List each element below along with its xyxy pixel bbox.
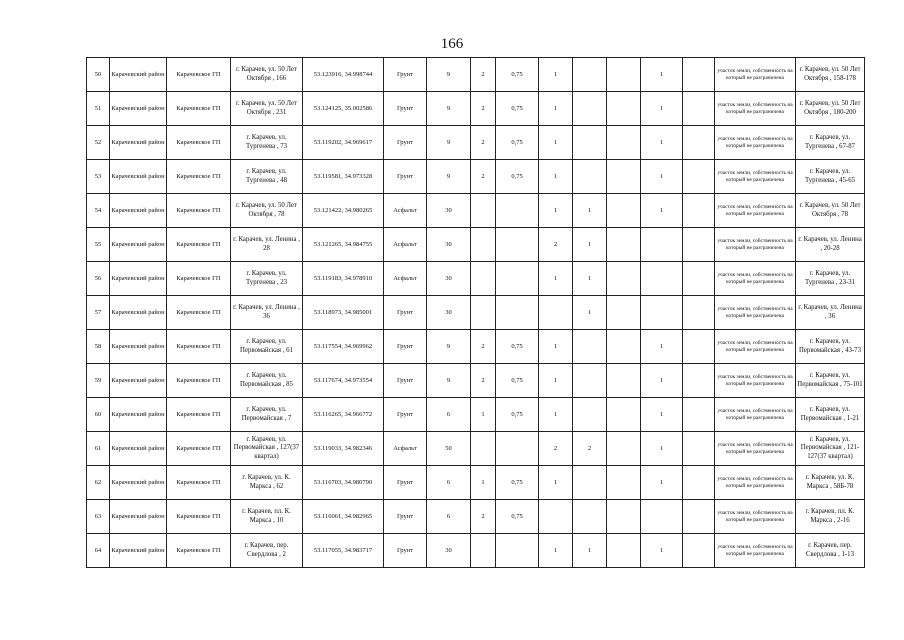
column-value-cell: 1 [539, 92, 573, 126]
table-row [87, 262, 865, 296]
served-addresses-cell: г. Карачев, пер. Свердлова , 1-13 [796, 534, 865, 568]
column-value-cell [641, 296, 683, 330]
containers-count-cell: 2 [471, 92, 496, 126]
column-value-cell: 2 [573, 432, 607, 466]
table-row [87, 398, 865, 432]
container-volume-cell [496, 262, 539, 296]
table-row [87, 160, 865, 194]
row-number-cell: 59 [87, 364, 110, 398]
surface-cell: Грунт [384, 466, 427, 500]
settlement-cell: Карачевское ГП [167, 92, 231, 126]
table-row [87, 296, 865, 330]
settlement-cell: Карачевское ГП [167, 126, 231, 160]
column-value-cell: 1 [641, 398, 683, 432]
containers-count-cell: 2 [471, 58, 496, 92]
surface-cell: Грунт [384, 92, 427, 126]
container-volume-cell: 0,75 [496, 92, 539, 126]
column-value-cell: 1 [641, 364, 683, 398]
container-volume-cell [496, 534, 539, 568]
coordinates-cell: 53.123916, 34.998744 [303, 58, 384, 92]
surface-cell: Грунт [384, 500, 427, 534]
area-cell: 9 [427, 58, 471, 92]
column-value-cell [607, 330, 641, 364]
address-cell: г. Карачев, ул. 50 Лет Октября , 166 [231, 58, 303, 92]
row-number-cell: 60 [87, 398, 110, 432]
address-cell: г. Карачев, ул. Первомайская , 85 [231, 364, 303, 398]
served-addresses-cell: г. Карачев, ул. Первомайская , 121-127(37 квартал) [796, 432, 865, 466]
column-value-cell: 1 [539, 262, 573, 296]
area-cell: 9 [427, 330, 471, 364]
column-value-cell [683, 330, 715, 364]
column-value-cell: 1 [539, 126, 573, 160]
column-value-cell [607, 534, 641, 568]
column-value-cell [607, 126, 641, 160]
district-cell: Карачевский район [110, 466, 167, 500]
containers-count-cell: 2 [471, 364, 496, 398]
column-value-cell: 1 [641, 194, 683, 228]
area-cell: 30 [427, 534, 471, 568]
column-value-cell: 1 [641, 58, 683, 92]
owner-cell: участок земли, собственность на который не разграничена [715, 534, 796, 568]
served-addresses-cell: г. Карачев, ул. Тургенева , 67-87 [796, 126, 865, 160]
containers-count-cell: 1 [471, 466, 496, 500]
column-value-cell [607, 58, 641, 92]
owner-cell: участок земли, собственность на который не разграничена [715, 432, 796, 466]
owner-cell: участок земли, собственность на который не разграничена [715, 160, 796, 194]
container-volume-cell [496, 228, 539, 262]
area-cell: 6 [427, 466, 471, 500]
row-number-cell: 51 [87, 92, 110, 126]
column-value-cell: 1 [573, 262, 607, 296]
column-value-cell: 1 [539, 58, 573, 92]
column-value-cell: 1 [573, 534, 607, 568]
table-row [87, 466, 865, 500]
served-addresses-cell: г. Карачев, ул. Ленина , 20-28 [796, 228, 865, 262]
district-cell: Карачевский район [110, 500, 167, 534]
column-value-cell [683, 92, 715, 126]
served-addresses-cell: г. Карачев, ул. Ленина , 36 [796, 296, 865, 330]
coordinates-cell: 53.116061, 34.982965 [303, 500, 384, 534]
column-value-cell [683, 126, 715, 160]
container-volume-cell: 0,75 [496, 160, 539, 194]
address-cell: г. Карачев, ул. Первомайская , 7 [231, 398, 303, 432]
district-cell: Карачевский район [110, 330, 167, 364]
table-row [87, 194, 865, 228]
address-cell: г. Карачев, ул. Первомайская , 127(37 квартал) [231, 432, 303, 466]
column-value-cell [641, 262, 683, 296]
container-volume-cell: 0,75 [496, 126, 539, 160]
column-value-cell [683, 432, 715, 466]
column-value-cell [641, 228, 683, 262]
coordinates-cell: 53.121422, 34.980265 [303, 194, 384, 228]
settlement-cell: Карачевское ГП [167, 228, 231, 262]
served-addresses-cell: г. Карачев, ул. Тургенева , 45-65 [796, 160, 865, 194]
column-value-cell [539, 296, 573, 330]
owner-cell: участок земли, собственность на который не разграничена [715, 500, 796, 534]
address-cell: г. Карачев, ул. Первомайская , 61 [231, 330, 303, 364]
served-addresses-cell: г. Карачев, ул. Тургенева , 23-31 [796, 262, 865, 296]
column-value-cell [683, 500, 715, 534]
area-cell: 9 [427, 364, 471, 398]
containers-count-cell [471, 194, 496, 228]
container-volume-cell [496, 296, 539, 330]
column-value-cell [607, 228, 641, 262]
containers-count-cell [471, 296, 496, 330]
container-volume-cell: 0,75 [496, 500, 539, 534]
coordinates-cell: 53.121265, 34.984755 [303, 228, 384, 262]
row-number-cell: 53 [87, 160, 110, 194]
row-number-cell: 55 [87, 228, 110, 262]
owner-cell: участок земли, собственность на который не разграничена [715, 364, 796, 398]
coordinates-cell: 53.119202, 34.969617 [303, 126, 384, 160]
row-number-cell: 64 [87, 534, 110, 568]
column-value-cell [683, 194, 715, 228]
settlement-cell: Карачевское ГП [167, 534, 231, 568]
container-volume-cell: 0,75 [496, 364, 539, 398]
column-value-cell: 2 [539, 228, 573, 262]
served-addresses-cell: г. Карачев, ул. К. Маркса , 58Б-78 [796, 466, 865, 500]
settlement-cell: Карачевское ГП [167, 500, 231, 534]
container-volume-cell: 0,75 [496, 58, 539, 92]
table-row [87, 92, 865, 126]
column-value-cell [683, 262, 715, 296]
column-value-cell [607, 500, 641, 534]
column-value-cell [573, 58, 607, 92]
settlement-cell: Карачевское ГП [167, 296, 231, 330]
column-value-cell: 1 [573, 296, 607, 330]
surface-cell: Грунт [384, 364, 427, 398]
row-number-cell: 52 [87, 126, 110, 160]
containers-count-cell: 2 [471, 330, 496, 364]
area-cell: 6 [427, 500, 471, 534]
column-value-cell: 1 [641, 330, 683, 364]
table-row [87, 432, 865, 466]
coordinates-cell: 53.119183, 34.978910 [303, 262, 384, 296]
surface-cell: Грунт [384, 296, 427, 330]
column-value-cell: 1 [539, 364, 573, 398]
row-number-cell: 61 [87, 432, 110, 466]
registry-table [86, 57, 865, 568]
table-row [87, 534, 865, 568]
column-value-cell [683, 58, 715, 92]
address-cell: г. Карачев, ул. Ленина , 36 [231, 296, 303, 330]
served-addresses-cell: г. Карачев, ул. 50 Лет Октября , 158-178 [796, 58, 865, 92]
settlement-cell: Карачевское ГП [167, 364, 231, 398]
area-cell: 30 [427, 194, 471, 228]
table-row [87, 330, 865, 364]
owner-cell: участок земли, собственность на который не разграничена [715, 262, 796, 296]
containers-count-cell [471, 228, 496, 262]
coordinates-cell: 53.117055, 34.983717 [303, 534, 384, 568]
containers-count-cell: 2 [471, 126, 496, 160]
address-cell: г. Карачев, пер. Свердлова , 2 [231, 534, 303, 568]
district-cell: Карачевский район [110, 126, 167, 160]
address-cell: г. Карачев, ул. Ленина , 28 [231, 228, 303, 262]
settlement-cell: Карачевское ГП [167, 432, 231, 466]
surface-cell: Асфальт [384, 228, 427, 262]
address-cell: г. Карачев, пл. К. Маркса , 10 [231, 500, 303, 534]
column-value-cell: 1 [641, 126, 683, 160]
column-value-cell: 1 [641, 466, 683, 500]
containers-count-cell: 2 [471, 160, 496, 194]
served-addresses-cell: г. Карачев, ул. 50 Лет Октября , 180-200 [796, 92, 865, 126]
column-value-cell [573, 126, 607, 160]
column-value-cell [607, 92, 641, 126]
coordinates-cell: 53.117674, 34.973554 [303, 364, 384, 398]
column-value-cell: 1 [539, 160, 573, 194]
table-body [87, 58, 865, 568]
row-number-cell: 58 [87, 330, 110, 364]
surface-cell: Грунт [384, 58, 427, 92]
table-row [87, 58, 865, 92]
surface-cell: Грунт [384, 160, 427, 194]
owner-cell: участок земли, собственность на который не разграничена [715, 466, 796, 500]
district-cell: Карачевский район [110, 160, 167, 194]
district-cell: Карачевский район [110, 58, 167, 92]
column-value-cell [683, 364, 715, 398]
column-value-cell [607, 398, 641, 432]
column-value-cell: 1 [573, 228, 607, 262]
settlement-cell: Карачевское ГП [167, 160, 231, 194]
containers-count-cell [471, 262, 496, 296]
column-value-cell: 1 [539, 534, 573, 568]
owner-cell: участок земли, собственность на который не разграничена [715, 194, 796, 228]
containers-count-cell [471, 432, 496, 466]
address-cell: г. Карачев, ул. К. Маркса , 62 [231, 466, 303, 500]
district-cell: Карачевский район [110, 194, 167, 228]
surface-cell: Грунт [384, 398, 427, 432]
container-volume-cell [496, 432, 539, 466]
column-value-cell: 1 [539, 330, 573, 364]
coordinates-cell: 53.117554, 34.969962 [303, 330, 384, 364]
table-row [87, 364, 865, 398]
column-value-cell: 1 [539, 398, 573, 432]
column-value-cell [539, 500, 573, 534]
owner-cell: участок земли, собственность на который не разграничена [715, 228, 796, 262]
table-row [87, 500, 865, 534]
owner-cell: участок земли, собственность на который не разграничена [715, 330, 796, 364]
district-cell: Карачевский район [110, 296, 167, 330]
coordinates-cell: 53.124125, 35.002586 [303, 92, 384, 126]
column-value-cell [607, 432, 641, 466]
area-cell: 30 [427, 262, 471, 296]
district-cell: Карачевский район [110, 398, 167, 432]
served-addresses-cell: г. Карачев, ул. Первомайская , 1-21 [796, 398, 865, 432]
page-number: 166 [440, 36, 464, 52]
settlement-cell: Карачевское ГП [167, 58, 231, 92]
area-cell: 30 [427, 296, 471, 330]
settlement-cell: Карачевское ГП [167, 330, 231, 364]
coordinates-cell: 53.116265, 34.966772 [303, 398, 384, 432]
served-addresses-cell: г. Карачев, пл. К. Маркса , 2-16 [796, 500, 865, 534]
address-cell: г. Карачев, ул. 50 Лет Октября , 231 [231, 92, 303, 126]
table-row [87, 228, 865, 262]
column-value-cell [607, 194, 641, 228]
column-value-cell [573, 500, 607, 534]
column-value-cell: 1 [641, 432, 683, 466]
row-number-cell: 50 [87, 58, 110, 92]
column-value-cell [573, 330, 607, 364]
row-number-cell: 57 [87, 296, 110, 330]
column-value-cell [607, 466, 641, 500]
column-value-cell [683, 466, 715, 500]
containers-count-cell: 2 [471, 500, 496, 534]
area-cell: 6 [427, 398, 471, 432]
district-cell: Карачевский район [110, 228, 167, 262]
district-cell: Карачевский район [110, 364, 167, 398]
column-value-cell: 1 [641, 92, 683, 126]
district-cell: Карачевский район [110, 262, 167, 296]
containers-count-cell: 1 [471, 398, 496, 432]
column-value-cell [607, 364, 641, 398]
coordinates-cell: 53.119033, 34.982346 [303, 432, 384, 466]
column-value-cell [683, 228, 715, 262]
surface-cell: Грунт [384, 534, 427, 568]
column-value-cell [573, 398, 607, 432]
column-value-cell [683, 534, 715, 568]
district-cell: Карачевский район [110, 432, 167, 466]
column-value-cell: 1 [641, 534, 683, 568]
column-value-cell [607, 262, 641, 296]
address-cell: г. Карачев, ул. Тургенева , 23 [231, 262, 303, 296]
container-volume-cell: 0,75 [496, 466, 539, 500]
column-value-cell: 1 [539, 194, 573, 228]
owner-cell: участок земли, собственность на который не разграничена [715, 296, 796, 330]
address-cell: г. Карачев, ул. Тургенева , 48 [231, 160, 303, 194]
settlement-cell: Карачевское ГП [167, 262, 231, 296]
area-cell: 30 [427, 228, 471, 262]
area-cell: 9 [427, 160, 471, 194]
surface-cell: Грунт [384, 126, 427, 160]
district-cell: Карачевский район [110, 92, 167, 126]
column-value-cell [641, 500, 683, 534]
area-cell: 50 [427, 432, 471, 466]
column-value-cell [573, 160, 607, 194]
column-value-cell: 1 [573, 194, 607, 228]
column-value-cell [607, 296, 641, 330]
owner-cell: участок земли, собственность на который не разграничена [715, 58, 796, 92]
owner-cell: участок земли, собственность на который не разграничена [715, 126, 796, 160]
coordinates-cell: 53.118973, 34.985001 [303, 296, 384, 330]
table-row [87, 126, 865, 160]
column-value-cell: 2 [539, 432, 573, 466]
column-value-cell [683, 296, 715, 330]
served-addresses-cell: г. Карачев, ул. Первомайская , 43-73 [796, 330, 865, 364]
row-number-cell: 63 [87, 500, 110, 534]
owner-cell: участок земли, собственность на который не разграничена [715, 92, 796, 126]
area-cell: 9 [427, 92, 471, 126]
container-volume-cell: 0,75 [496, 330, 539, 364]
row-number-cell: 54 [87, 194, 110, 228]
container-volume-cell [496, 194, 539, 228]
column-value-cell [683, 398, 715, 432]
coordinates-cell: 53.116703, 34.980790 [303, 466, 384, 500]
column-value-cell [573, 364, 607, 398]
containers-count-cell [471, 534, 496, 568]
settlement-cell: Карачевское ГП [167, 466, 231, 500]
column-value-cell: 1 [539, 466, 573, 500]
served-addresses-cell: г. Карачев, ул. Первомайская , 75-101 [796, 364, 865, 398]
settlement-cell: Карачевское ГП [167, 194, 231, 228]
surface-cell: Грунт [384, 330, 427, 364]
column-value-cell [683, 160, 715, 194]
surface-cell: Асфальт [384, 194, 427, 228]
column-value-cell [607, 160, 641, 194]
surface-cell: Асфальт [384, 262, 427, 296]
area-cell: 9 [427, 126, 471, 160]
address-cell: г. Карачев, ул. 50 Лет Октября , 78 [231, 194, 303, 228]
column-value-cell [573, 92, 607, 126]
surface-cell: Асфальт [384, 432, 427, 466]
container-volume-cell: 0,75 [496, 398, 539, 432]
owner-cell: участок земли, собственность на который не разграничена [715, 398, 796, 432]
row-number-cell: 62 [87, 466, 110, 500]
row-number-cell: 56 [87, 262, 110, 296]
served-addresses-cell: г. Карачев, ул. 50 Лет Октября , 78 [796, 194, 865, 228]
address-cell: г. Карачев, ул. Тургенева , 73 [231, 126, 303, 160]
coordinates-cell: 53.119581, 34.973328 [303, 160, 384, 194]
column-value-cell: 1 [641, 160, 683, 194]
settlement-cell: Карачевское ГП [167, 398, 231, 432]
district-cell: Карачевский район [110, 534, 167, 568]
column-value-cell [573, 466, 607, 500]
